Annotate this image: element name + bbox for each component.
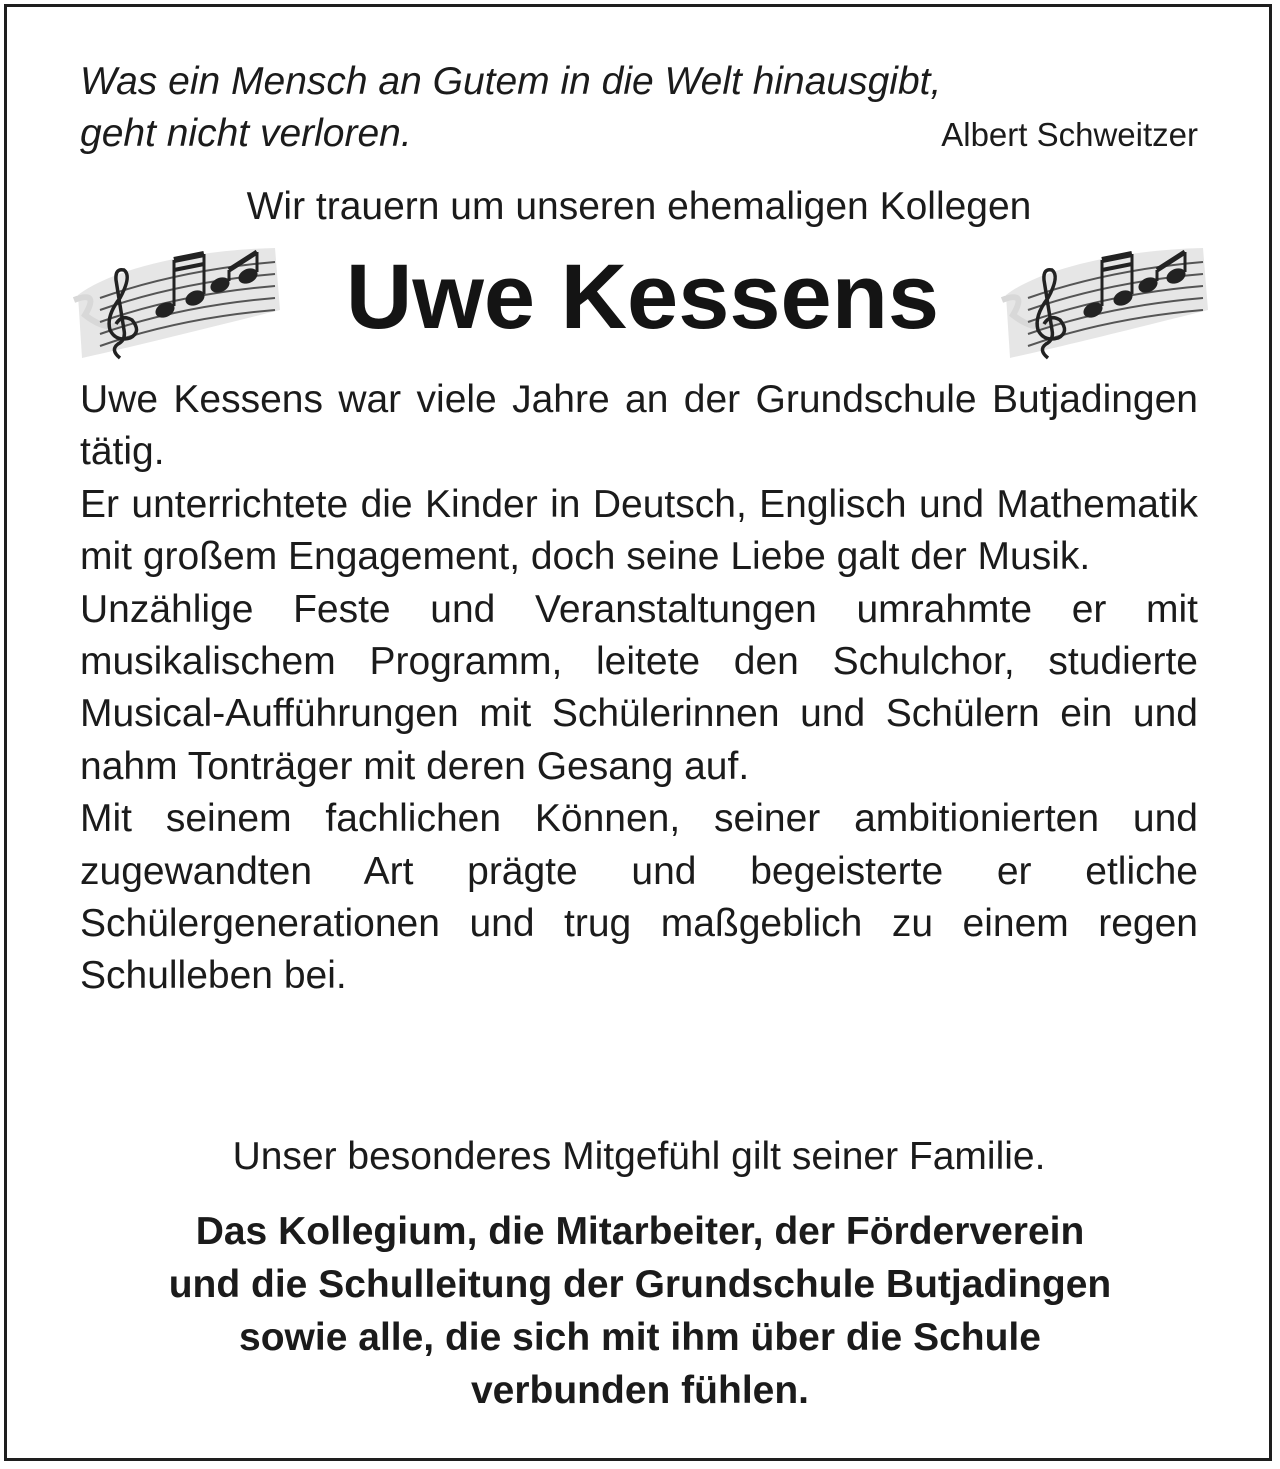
name-row [70, 236, 1215, 366]
quote-line-2: geht nicht verloren. [80, 112, 412, 155]
biography-paragraph: Mit seinem fachlichen Können, seiner ambitionierten und zugewandten Art prägte und begeisterte er etliche Schülergenerationen und trug maßgeblich zu einem regen Schulleben bei. [80, 797, 1198, 998]
biography [80, 374, 1198, 1003]
biography-paragraph: Er unterrichtete die Kinder in Deutsch, Englisch und Mathematik mit großem Engagement, doch seine Liebe galt der Musik. [80, 482, 1198, 579]
intro-line: Wir trauern um unseren ehemaligen Kollegen [246, 185, 1032, 228]
condolence-line: Unser besonderes Mitgefühl gilt seiner Familie. [232, 1135, 1046, 1178]
signers-block [70, 1205, 1210, 1417]
deceased-name: Uwe Kessens [345, 246, 940, 348]
quote-line-2-row [80, 108, 1198, 161]
quote-line-1: Was ein Mensch an Gutem in die Welt hinausgibt, [80, 60, 942, 103]
signers-line: Das Kollegium, die Mitarbeiter, der Förderverein [195, 1210, 1085, 1253]
quote-author: Albert Schweitzer [941, 116, 1198, 153]
signers-line: und die Schulleitung der Grundschule Butjadingen [168, 1263, 1112, 1306]
music-notes-staff-icon [998, 240, 1213, 365]
quote-block [80, 56, 1198, 161]
biography-paragraph: Uwe Kessens war viele Jahre an der Grundschule Butjadingen tätig. [80, 378, 1198, 474]
signers-line: verbunden fühlen. [470, 1369, 809, 1412]
biography-paragraph: Unzählige Feste und Veranstaltungen umrahmte er mit musikalischem Programm, leitete den Schulchor, studierte Musical-Aufführungen mit Schülerinnen und Schülern ein und nahm Tonträger mit deren Gesang auf. [80, 587, 1198, 788]
signers-line: sowie alle, die sich mit ihm über die Schule [239, 1316, 1041, 1359]
